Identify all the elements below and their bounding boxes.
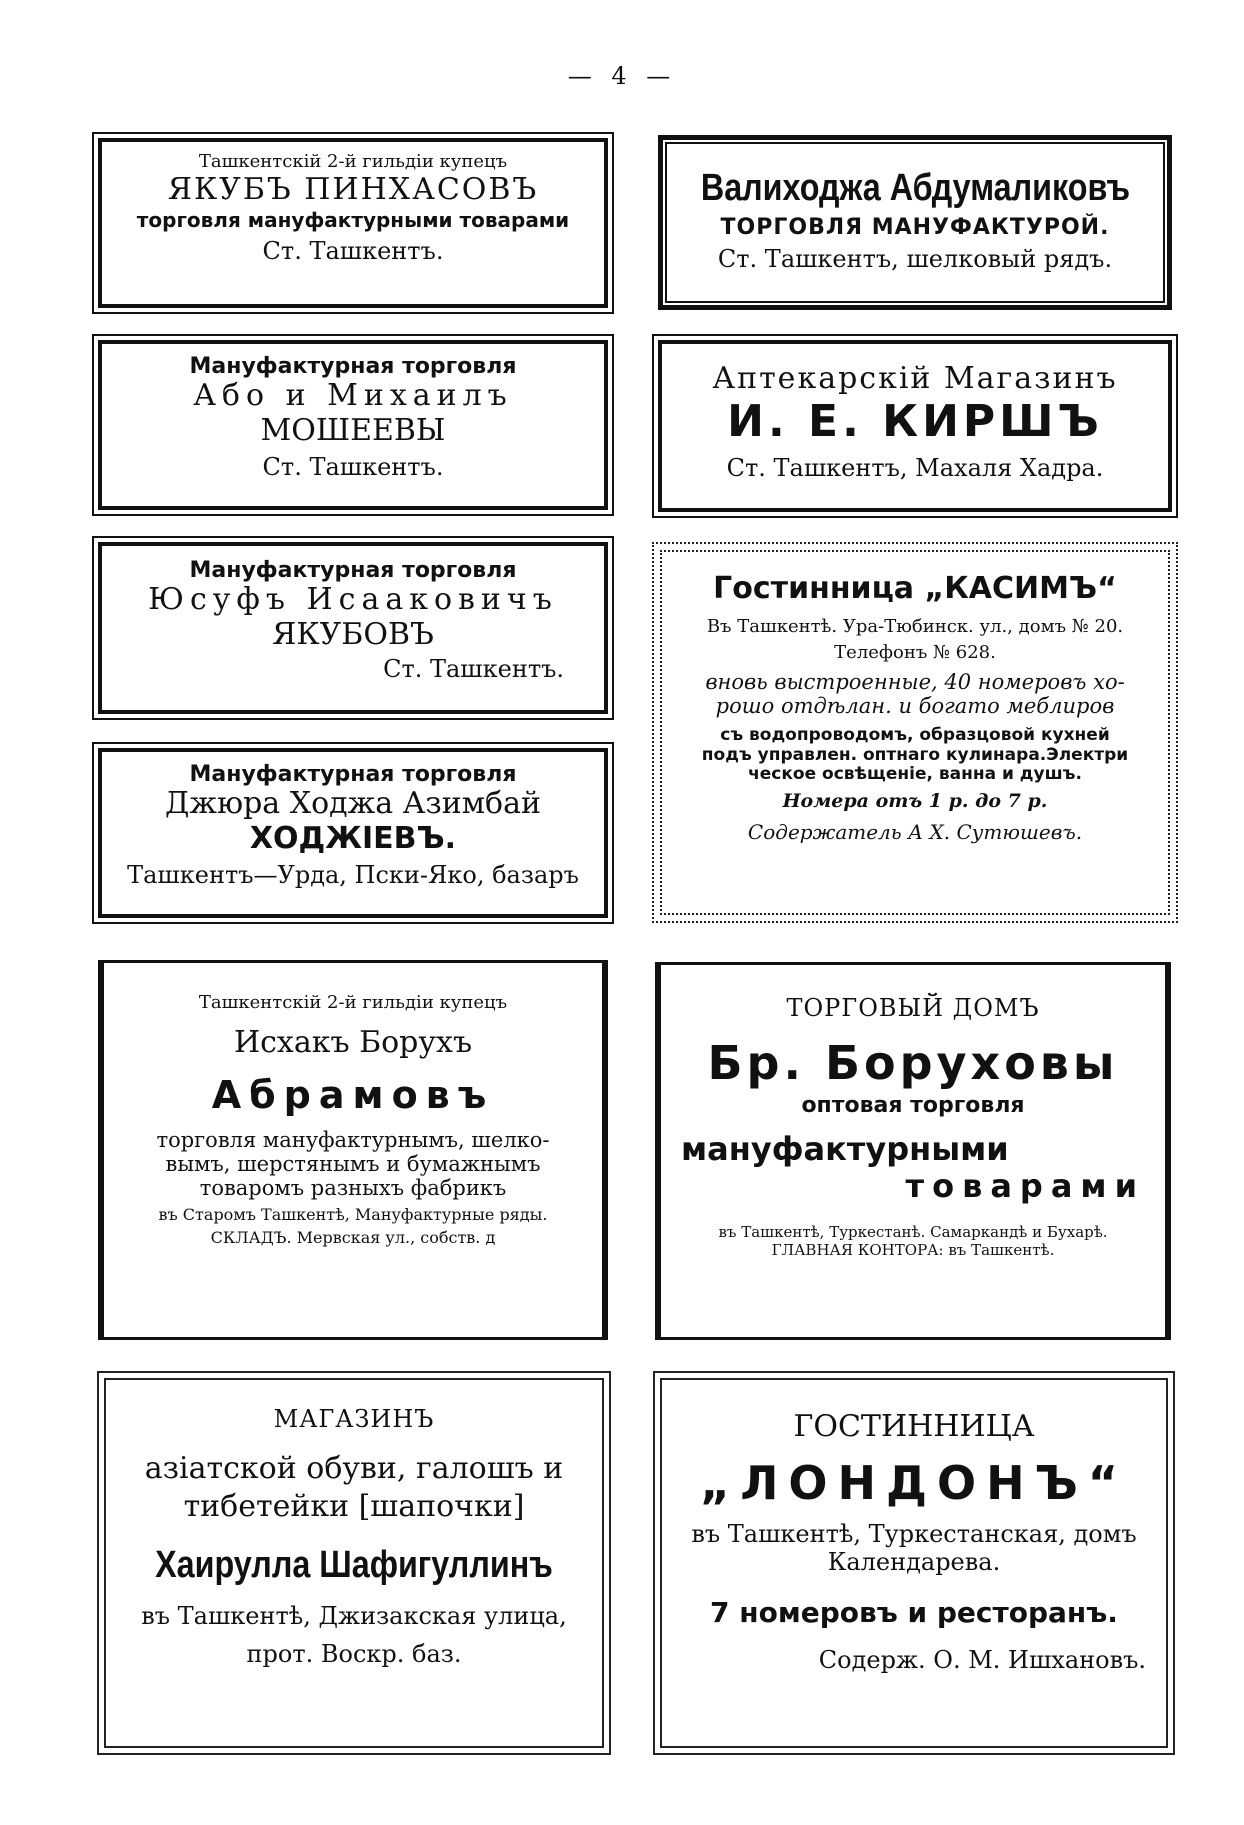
ad-line: МАГАЗИНЪ [273, 1405, 435, 1433]
ad-abdumalikov [658, 135, 1172, 310]
ad-line: рошо отдѣлан. и богато меблиров [715, 694, 1115, 719]
ad-line: Ст. Ташкентъ, Махаля Хадра. [726, 454, 1104, 483]
ad-line: Исхакъ Борухъ [233, 1024, 473, 1060]
ad-line: торговля мануфактурнымъ, шелко- [156, 1127, 550, 1152]
ad-kasim [660, 550, 1170, 915]
ad-line: Ташкентъ—Урда, Пски-Яко, базаръ [127, 861, 579, 890]
ad-headline: Валиходжа Абдумаликовъ [700, 167, 1131, 209]
ad-line: мануфактурными [681, 1129, 1009, 1168]
ad-line: Ст. Ташкентъ. [262, 237, 444, 266]
ad-line: Мануфактурная торговля [189, 354, 517, 379]
ad-headline: Бр. Боруховы [707, 1035, 1119, 1090]
ad-line: ческое освѣщеніе, ванна и душъ. [748, 764, 1082, 785]
ad-line: Ст. Ташкентъ. [383, 655, 564, 684]
ad-headline: МОШЕЕВЫ [260, 412, 446, 448]
ad-line: подъ управлен. оптнаго кулинара.Электри [701, 744, 1129, 765]
ad-line: Номера отъ 1 р. до 7 р. [782, 789, 1048, 812]
ad-kirsh [658, 340, 1172, 512]
ad-line: съ водопроводомъ, образцовой кухней [720, 725, 1110, 746]
ad-line: Календарева. [827, 1547, 1001, 1576]
ad-line: ТОРГОВЛЯ МАНУФАКТУРОЙ. [720, 214, 1110, 240]
ad-line: Телефонъ № 628. [834, 642, 996, 664]
ad-headline: ЯКУБОВЪ [272, 616, 434, 652]
ad-line: Въ Ташкентѣ. Ура-Тюбинск. ул., домъ № 20. [706, 615, 1124, 637]
ad-line: ТОРГОВЫЙ ДОМЪ [786, 994, 1040, 1022]
ad-line: вымъ, шерстянымъ и бумажнымъ [165, 1152, 541, 1177]
ad-line: Ст. Ташкентъ, шелковый рядъ. [717, 244, 1113, 273]
ad-line: СКЛАДЪ. Мервская ул., собств. д [210, 1227, 496, 1247]
ad-line: торговля мануфактурными товарами [136, 208, 570, 233]
ad-line: ГЛАВНАЯ КОНТОРА: въ Ташкентѣ. [771, 1240, 1055, 1259]
ad-line: въ Ташкентѣ, Туркестанѣ. Самаркандѣ и Бухарѣ. [718, 1223, 1108, 1242]
ad-line: товарами [905, 1166, 1145, 1205]
ad-line: Ташкентскій 2-й гильдіи купецъ [198, 151, 508, 172]
ad-headline: Хаирулла Шафигуллинъ [155, 1543, 553, 1586]
ad-line: прот. Воскр. баз. [246, 1639, 462, 1668]
ad-headline: Або и Михаилъ [193, 378, 513, 414]
ad-headline: ХОДЖІЕВЪ. [249, 820, 457, 856]
ad-line: 7 номеровъ и ресторанъ. [710, 1595, 1118, 1629]
ad-london [660, 1378, 1168, 1748]
ad-line: азіатской обуви, галошъ и [144, 1450, 564, 1486]
ad-yakubov [98, 542, 608, 714]
ad-line: Мануфактурная торговля [189, 762, 517, 787]
ad-borukhovy [655, 962, 1171, 1340]
ad-line: Ст. Ташкентъ. [262, 453, 444, 482]
page-number: — 4 — [567, 62, 677, 90]
ad-pinkhasov [98, 138, 608, 308]
ad-line: въ Ташкентѣ, Туркестанская, домъ [691, 1520, 1137, 1549]
ad-abramov [98, 960, 608, 1340]
ad-line: Содерж. О. М. Ишхановъ. [818, 1645, 1146, 1674]
ad-headline: Джюра Ходжа Азимбай [165, 786, 541, 822]
ad-headline: Абрамовъ [211, 1073, 495, 1118]
ad-line: въ Старомъ Ташкентѣ, Мануфактурные ряды. [158, 1205, 548, 1225]
ad-khodzhiev [98, 748, 608, 918]
ad-line: Мануфактурная торговля [189, 558, 517, 583]
ad-headline: ЯКУБЪ ПИНХАСОВЪ [167, 171, 539, 207]
ad-line: вновь выстроенные, 40 номеровъ хо- [705, 669, 1125, 694]
ad-headline: И. Е. КИРШЪ [727, 395, 1103, 447]
ad-line: Аптекарскій Магазинъ [712, 361, 1118, 396]
ad-shafigullin [104, 1378, 604, 1748]
ad-headline: Гостинница „КАСИМЪ“ [713, 571, 1117, 606]
ad-line: Ташкентскій 2-й гильдіи купецъ [198, 992, 508, 1013]
ad-mosheevy [98, 340, 608, 510]
ad-headline: Юсуфъ Исааковичъ [148, 582, 558, 618]
ad-line: въ Ташкентѣ, Джизакская улица, [141, 1602, 567, 1631]
ad-line: тибетейки [шапочки] [183, 1489, 525, 1525]
ad-line: Содержатель А Х. Сутюшевъ. [747, 819, 1083, 844]
ad-line: ГОСТИННИЦА [793, 1409, 1035, 1444]
ad-line: оптовая торговля [801, 1093, 1025, 1119]
ad-line: товаромъ разныхъ фабрикъ [199, 1176, 507, 1201]
ad-headline: „ЛОНДОНЪ“ [699, 1455, 1129, 1510]
